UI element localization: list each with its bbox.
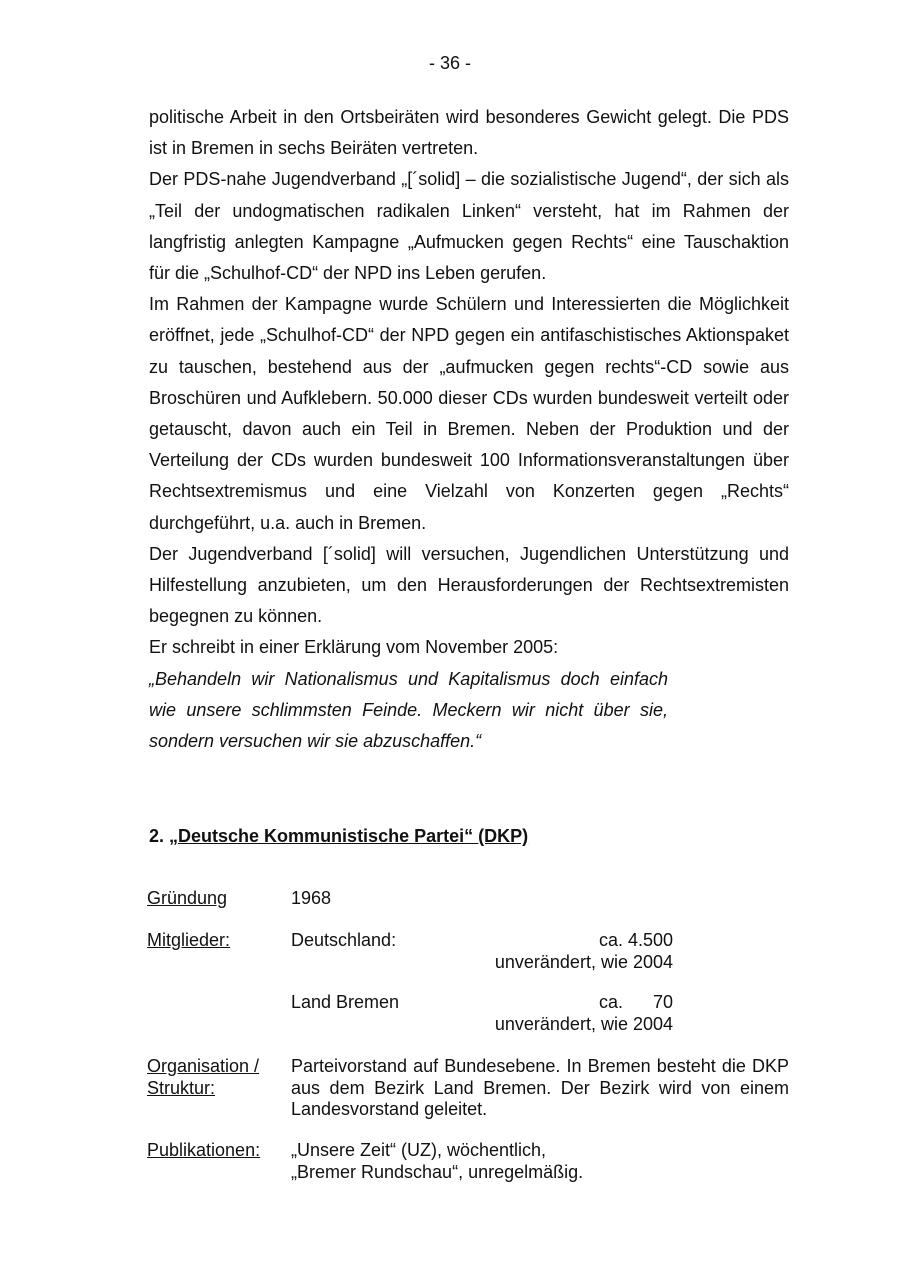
organisation-label-line1: Organisation / xyxy=(147,1056,260,1076)
publications-value xyxy=(291,1140,583,1183)
member-note: unverändert, wie 2004 xyxy=(494,951,673,972)
founding-value: 1968 xyxy=(291,888,332,908)
publication-line: „Bremer Rundschau“, unregelmäßig. xyxy=(291,1161,584,1182)
organisation-label xyxy=(147,1056,259,1099)
member-region: Deutschland: xyxy=(291,930,397,950)
paragraph: Der Jugendverband [´solid] will versuchen, Jugendlichen Unterstützung und Hilfestellung anzubieten, um den Herausforderungen der Rechtsextremisten begegnen zu können. xyxy=(149,543,789,627)
members-label: Mitglieder: xyxy=(147,930,231,950)
paragraph: Der PDS-nahe Jugendverband „[´solid] – die sozialistische Jugend“, der sich als „Teil der undogmatischen radikalen Linken“ versteht, hat im Rahmen der langfristig anlegten Kampagne „Aufmucken gegen Rechts“ eine Tauschaktion für die „Schulhof-CD“ der NPD ins Leben gerufen. xyxy=(149,169,789,284)
member-count: ca. 70 xyxy=(598,992,673,1012)
member-note: unverändert, wie 2004 xyxy=(494,1013,673,1034)
publications-label: Publikationen: xyxy=(147,1140,261,1160)
founding-label: Gründung xyxy=(147,888,228,908)
body-text xyxy=(149,102,789,757)
paragraph: Im Rahmen der Kampagne wurde Schülern und Interessierten die Möglichkeit eröffnet, jede „Schulhof-CD“ der NPD gegen ein antifaschistisches Aktionspaket zu tauschen, bestehend aus der „aufmucken gegen rechts“-CD sowie aus Broschüren und Aufklebern. 50.000 dieser CDs wurden bundesweit verteilt oder getauscht, davon auch ein Teil in Bremen. Neben der Produktion und der Verteilung der CDs wurden bundesweit 100 Informationsveranstaltungen über Rechtsextremismus und eine Vielzahl von Konzerten gegen „Rechts“ durchgeführt, u.a. auch in Bremen. xyxy=(149,294,789,533)
organisation-value: Parteivorstand auf Bundesebene. In Bremen besteht die DKP aus dem Bezirk Land Bremen. Der Bezirk wird von einem Landesvorstand geleitet. xyxy=(291,1056,789,1120)
paragraph: politische Arbeit in den Ortsbeiräten wird besonderes Gewicht gelegt. Die PDS ist in Bremen in sechs Beiräten vertreten. xyxy=(149,107,789,159)
section-title: „Deutsche Kommunistische Partei“ (DKP) xyxy=(169,826,529,846)
organisation-label-line2: Struktur: xyxy=(147,1077,216,1098)
member-region: Land Bremen xyxy=(291,992,400,1012)
member-count: ca. 4.500 xyxy=(598,930,673,950)
section-number: 2. xyxy=(149,826,165,846)
publication-line: „Unsere Zeit“ (UZ), wöchentlich, xyxy=(291,1140,547,1160)
block-quote: „Behandeln wir Nationalismus und Kapitalismus doch einfach wie unsere schlimmsten Feinde. Meckern wir nicht über sie, sondern versuchen wir sie abzuschaffen.“ xyxy=(149,668,668,752)
page-number: - 36 - xyxy=(428,53,471,73)
section-heading xyxy=(149,826,528,847)
paragraph: Er schreibt in einer Erklärung vom November 2005: xyxy=(149,637,559,658)
